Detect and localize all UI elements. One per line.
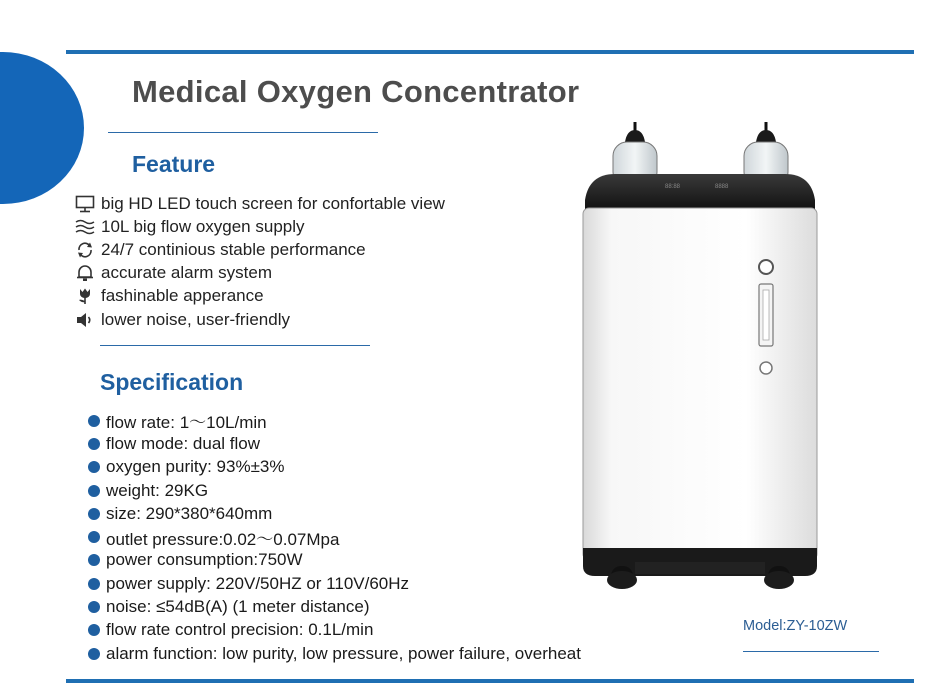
spec-item xyxy=(88,432,581,455)
cycle-icon xyxy=(74,240,96,260)
feature-text: 10L big flow oxygen supply xyxy=(101,216,305,236)
specification-heading: Specification xyxy=(100,369,244,395)
title-underline xyxy=(108,132,378,133)
spec-item xyxy=(88,409,581,432)
wave-icon xyxy=(74,217,96,237)
bell-icon xyxy=(74,263,96,283)
bullet-icon xyxy=(88,415,100,427)
spec-text: flow mode: dual flow xyxy=(106,433,261,453)
spec-text: flow rate control precision: 0.1L/min xyxy=(106,620,374,640)
bullet-icon xyxy=(88,601,100,613)
feature-item xyxy=(74,192,445,215)
spec-item xyxy=(88,642,581,665)
tulip-icon xyxy=(74,286,96,306)
spec-text: noise: ≤54dB(A) (1 meter distance) xyxy=(106,597,370,617)
feature-item xyxy=(74,262,445,285)
bullet-icon xyxy=(88,648,100,660)
bullet-icon xyxy=(88,554,100,566)
spec-text: power supply: 220V/50HZ or 110V/60Hz xyxy=(106,573,410,593)
bullet-icon xyxy=(88,485,100,497)
feature-text: fashinable apperance xyxy=(101,286,264,306)
feature-text: 24/7 continious stable performance xyxy=(101,239,366,259)
svg-text:88:88: 88:88 xyxy=(665,184,681,190)
spec-text: size: 290*380*640mm xyxy=(106,503,273,523)
feature-text: accurate alarm system xyxy=(101,263,272,283)
decorative-circle xyxy=(0,52,84,204)
feature-item xyxy=(74,238,445,261)
top-rule xyxy=(66,50,914,54)
spec-item xyxy=(88,456,581,479)
spec-text: power consumption:750W xyxy=(106,550,303,570)
bullet-icon xyxy=(88,461,100,473)
spec-text: flow rate: 1～10L/min xyxy=(106,413,267,433)
feature-text: lower noise, user-friendly xyxy=(101,309,290,329)
svg-text:8888: 8888 xyxy=(715,184,729,190)
bullet-icon xyxy=(88,438,100,450)
feature-item xyxy=(74,308,445,331)
spec-item xyxy=(88,549,581,572)
feature-underline xyxy=(100,345,370,346)
spec-item xyxy=(88,502,581,525)
feature-text: big HD LED touch screen for confortable view xyxy=(101,193,445,213)
model-label: Model:ZY-10ZW xyxy=(743,618,848,634)
spec-item xyxy=(88,595,581,618)
spec-text: alarm function: low purity, low pressure, power failure, overheat xyxy=(106,643,581,663)
feature-heading: Feature xyxy=(132,151,216,177)
bullet-icon xyxy=(88,624,100,636)
feature-item xyxy=(74,285,445,308)
spec-item xyxy=(88,619,581,642)
oxygen-concentrator-image xyxy=(575,118,825,603)
page-title: Medical Oxygen Concentrator xyxy=(132,74,580,109)
spec-text: weight: 29KG xyxy=(106,480,209,500)
speaker-icon xyxy=(74,310,96,330)
bullet-icon xyxy=(88,531,100,543)
model-underline xyxy=(743,651,879,652)
bottom-rule xyxy=(66,679,914,683)
spec-item xyxy=(88,479,581,502)
feature-item xyxy=(74,215,445,238)
bullet-icon xyxy=(88,508,100,520)
spec-text: outlet pressure:0.02～0.07Mpa xyxy=(106,529,340,549)
feature-list xyxy=(74,192,445,331)
specification-list xyxy=(88,409,581,665)
spec-text: oxygen purity: 93%±3% xyxy=(106,457,285,477)
screen-icon xyxy=(74,194,96,214)
spec-item xyxy=(88,572,581,595)
bullet-icon xyxy=(88,578,100,590)
spec-item xyxy=(88,525,581,548)
